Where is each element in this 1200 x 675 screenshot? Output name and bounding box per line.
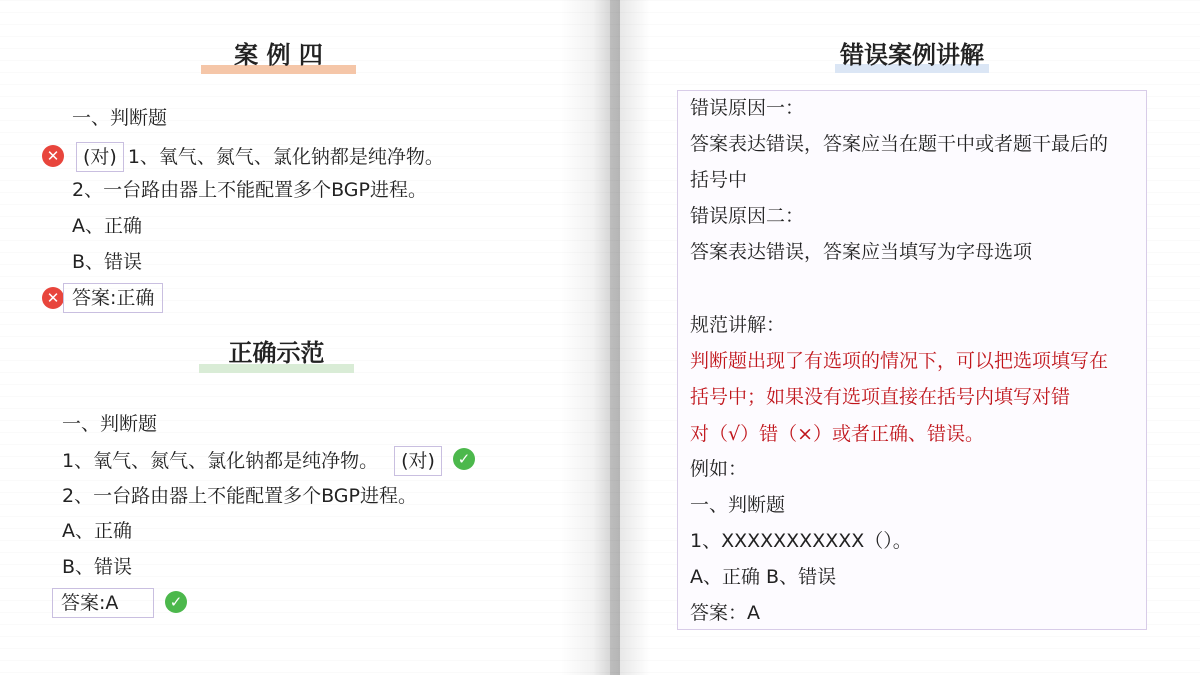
- explain-line-highlight: 对（√）错（×）或者正确、错误。: [690, 423, 985, 445]
- explain-line: 规范讲解：: [690, 314, 786, 336]
- explain-line: 一、判断题: [690, 494, 786, 516]
- explain-line: 答案表达错误，答案应当填写为字母选项: [690, 241, 1033, 263]
- correct-option-b: B、错误: [62, 556, 133, 578]
- explain-line: A、正确 B、错误: [690, 566, 837, 588]
- case-section-label: 一、判断题: [72, 107, 168, 129]
- explain-line: 答案表达错误，答案应当在题干中或者题干最后的: [690, 133, 1109, 155]
- case-answer: 答案:正确: [63, 283, 163, 313]
- explain-line: 错误原因一：: [690, 97, 805, 119]
- case-option-b: B、错误: [72, 251, 143, 273]
- explain-line: 答案：A: [690, 602, 760, 624]
- explanation-panel: [677, 90, 1147, 630]
- explain-line: 例如：: [690, 458, 748, 480]
- case-question-2: 2、一台路由器上不能配置多个BGP进程。: [72, 179, 427, 201]
- correct-question-1: [62, 446, 446, 476]
- explain-line: 括号中: [690, 169, 748, 191]
- explain-line-highlight: 括号中；如果没有选项直接在括号内填写对错: [690, 386, 1071, 408]
- correct-q1-answer-box: (对): [394, 446, 442, 476]
- cross-icon: ✕: [42, 145, 64, 167]
- check-icon: ✓: [165, 591, 187, 613]
- check-icon: ✓: [453, 448, 475, 470]
- cross-icon: ✕: [42, 287, 64, 309]
- explain-line: 1、XXXXXXXXXXX（）。: [690, 530, 912, 552]
- correct-section-label: 一、判断题: [62, 413, 158, 435]
- explain-line: 错误原因二：: [690, 205, 805, 227]
- correct-answer: 答案:A: [52, 588, 154, 618]
- explain-title: 错误案例讲解: [840, 41, 984, 69]
- explain-line-highlight: 判断题出现了有选项的情况下，可以把选项填写在: [690, 350, 1109, 372]
- case-question-1: [76, 142, 444, 172]
- correct-option-a: A、正确: [62, 520, 132, 542]
- case-option-a: A、正确: [72, 215, 142, 237]
- case-q1-answer-box: (对): [76, 142, 124, 172]
- case-title: 案 例 四: [234, 41, 323, 69]
- correct-question-2: 2、一台路由器上不能配置多个BGP进程。: [62, 485, 417, 507]
- correct-q1-text: 1、氧气、氮气、氯化钠都是纯净物。: [62, 450, 379, 472]
- case-q1-text: 1、氧气、氮气、氯化钠都是纯净物。: [127, 146, 444, 168]
- correct-title: 正确示范: [228, 339, 325, 367]
